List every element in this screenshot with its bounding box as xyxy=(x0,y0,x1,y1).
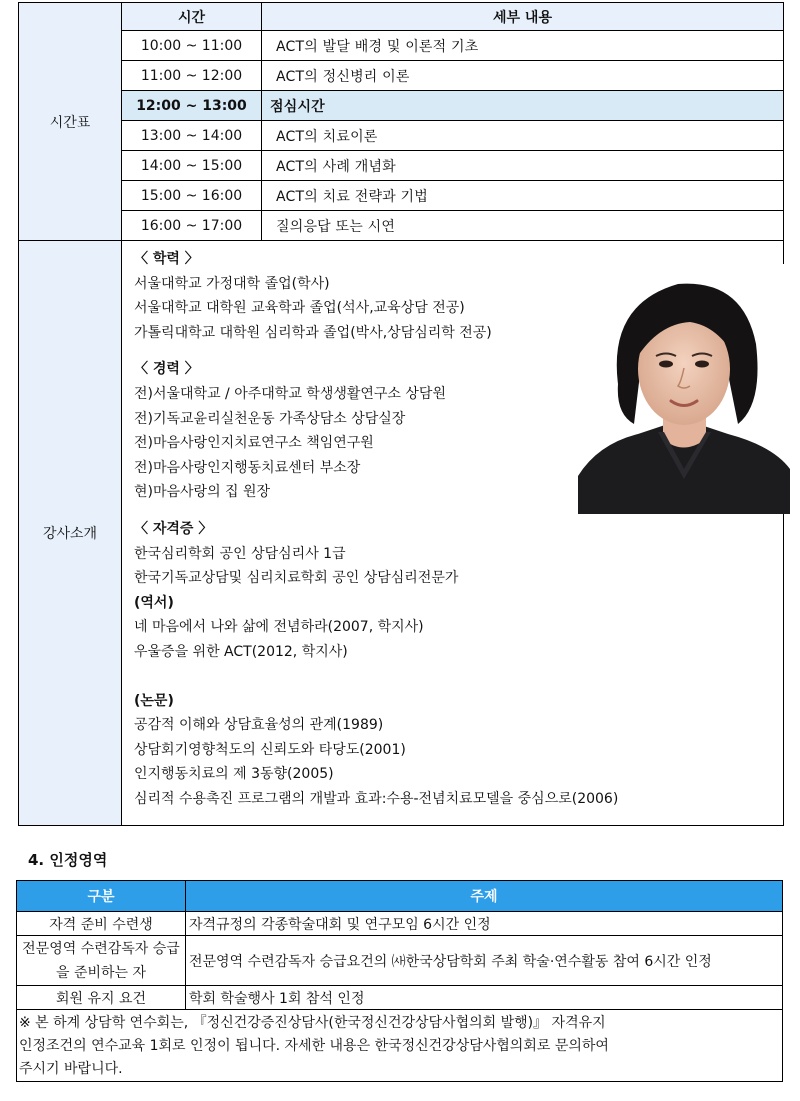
education-item: 서울대학교 가정대학 졸업(학사) xyxy=(134,275,330,292)
paper-item: 심리적 수용촉진 프로그램의 개발과 효과:수용-전념치료모델을 중심으로(2006) xyxy=(134,790,619,807)
education-item: 가톨릭대학교 대학원 심리학과 졸업(박사,상담심리학 전공) xyxy=(134,324,492,341)
schedule-detail: ACT의 사례 개념화 xyxy=(262,151,784,181)
schedule-time: 14:00 ~ 15:00 xyxy=(122,151,262,181)
career-item: 현)마음사랑의 집 원장 xyxy=(134,484,271,501)
schedule-time: 15:00 ~ 16:00 xyxy=(122,181,262,211)
translations-title: (역서) xyxy=(134,594,174,611)
schedule-detail: ACT의 정신병리 이론 xyxy=(262,61,784,91)
schedule-row-label: 시간표 xyxy=(19,3,122,241)
schedule-row xyxy=(19,181,784,211)
footnote xyxy=(17,1010,783,1082)
schedule-row xyxy=(19,61,784,91)
schedule-row xyxy=(19,211,784,241)
papers-title: (논문) xyxy=(134,692,174,709)
paper-item: 인지행동치료의 제 3동향(2005) xyxy=(134,766,334,783)
section4-title: 4. 인정영역 xyxy=(28,851,108,869)
schedule-time: 11:00 ~ 12:00 xyxy=(122,61,262,91)
topic-cell: 학회 학술행사 1회 참석 인정 xyxy=(186,986,783,1010)
education-title: 〈 학력 〉 xyxy=(134,251,199,267)
career-item: 전)마음사랑인지행동치료센터 부소장 xyxy=(134,459,361,476)
schedule-row xyxy=(19,121,784,151)
schedule-detail: ACT의 발달 배경 및 이론적 기초 xyxy=(262,31,784,61)
footnote-line: 주시기 바랍니다. xyxy=(19,1061,123,1077)
table-row xyxy=(17,936,783,986)
schedule-detail: ACT의 치료 전략과 기법 xyxy=(262,181,784,211)
header-time: 시간 xyxy=(122,3,262,31)
career-title: 〈 경력 〉 xyxy=(134,361,199,378)
schedule-time: 12:00 ~ 13:00 xyxy=(122,91,262,121)
header-detail: 세부 내용 xyxy=(262,3,784,31)
paper-item: 상담회기영향척도의 신뢰도와 타당도(2001) xyxy=(134,741,406,758)
schedule-row-lunch xyxy=(19,91,784,121)
cert-title: 〈 자격증 〉 xyxy=(134,520,213,537)
table-row xyxy=(17,912,783,936)
category-cell: 자격 준비 수련생 xyxy=(17,912,186,936)
career-item: 전)기독교윤리실천운동 가족상담소 상담실장 xyxy=(134,410,406,427)
career-item: 전)서울대학교 / 아주대학교 학생생활연구소 상담원 xyxy=(134,385,446,402)
career-item: 전)마음사랑인지치료연구소 책임연구원 xyxy=(134,435,374,452)
education-item: 서울대학교 대학원 교육학과 졸업(석사,교육상담 전공) xyxy=(134,300,465,317)
schedule-time: 13:00 ~ 14:00 xyxy=(122,121,262,151)
header-category: 구분 xyxy=(17,881,186,912)
schedule-row xyxy=(19,31,784,61)
schedule-time: 10:00 ~ 11:00 xyxy=(122,31,262,61)
paper-item: 공감적 이해와 상담효율성의 관계(1989) xyxy=(134,717,384,734)
table-row xyxy=(17,986,783,1010)
instructor-row-label: 강사소개 xyxy=(19,241,122,826)
instructor-photo xyxy=(578,264,790,514)
recognition-table xyxy=(16,880,783,1082)
translation-item: 네 마음에서 나와 삶에 전념하라(2007, 학지사) xyxy=(134,619,424,636)
category-cell: 회원 유지 요건 xyxy=(17,986,186,1010)
translation-item: 우울증을 위한 ACT(2012, 학지사) xyxy=(134,643,348,660)
cert-item: 한국심리학회 공인 상담심리사 1급 xyxy=(134,545,346,562)
schedule-row xyxy=(19,151,784,181)
footnote-line: 인정조건의 연수교육 1회로 인정이 됩니다. 자세한 내용은 한국정신건강상담사협의회로 문의하여 xyxy=(19,1038,609,1054)
cert-item: 한국기독교상담및 심리치료학회 공인 상담심리전문가 xyxy=(134,570,459,587)
schedule-detail: 질의응답 또는 시연 xyxy=(262,211,784,241)
category-cell: 전문영역 수련감독자 승급을 준비하는 자 xyxy=(17,936,186,986)
schedule-detail: ACT의 치료이론 xyxy=(262,121,784,151)
schedule-time: 16:00 ~ 17:00 xyxy=(122,211,262,241)
header-topic: 주제 xyxy=(186,881,783,912)
footnote-line: ※ 본 하계 상담학 연수회는, 『정신건강증진상담사(한국정신건강상담사협의회 발행)』 자격유지 xyxy=(19,1015,606,1031)
topic-cell: 전문영역 수련감독자 승급요건의 ㈔한국상담학회 주최 학술·연수활동 참여 6시간 인정 xyxy=(186,936,783,986)
topic-cell: 자격규정의 각종학술대회 및 연구모임 6시간 인정 xyxy=(186,912,783,936)
schedule-detail: 점심시간 xyxy=(262,91,784,121)
